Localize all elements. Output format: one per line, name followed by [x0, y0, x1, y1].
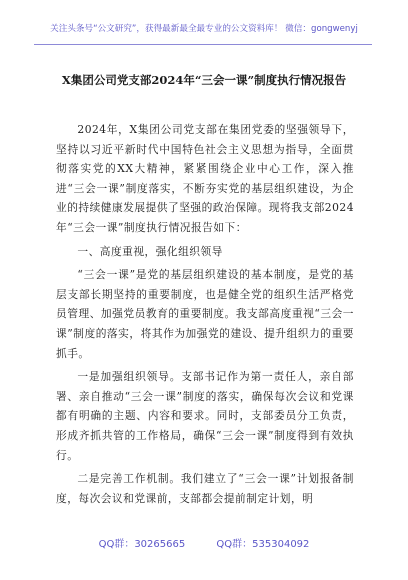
- body-paragraph: “三会一课”是党的基层组织建设的基本制度，是党的基层支部长期坚持的重要制度，也是健全党的组织生活严格党员管理、加强党员教育的重要制度。我支部高度重视“三会一课”制度的落实，将其作为加强党的建设、提升组织力的重要抓手。: [56, 268, 354, 360]
- document-body: [56, 120, 354, 512]
- body-paragraph: 二是完善工作机制。我们建立了“三会一课”计划报备制度，每次会议和党课前，支部都会提前制定计划，明: [56, 472, 354, 505]
- watermark-footer: [0, 535, 408, 550]
- footer-qq-group-1: QQ群：30265665: [98, 539, 186, 550]
- header-divider: [34, 44, 372, 45]
- intro-paragraph: 2024年，X集团公司党支部在集团党委的坚强领导下，坚持以习近平新时代中国特色社会主义思想为指导，全面贯彻落实党的XX大精神，紧紧围绕企业中心工作，深入推进“三会一课”制度落实，不断夯实党的基层组织建设，为企业的持续健康发展提供了坚强的政治保障。现将我支部2024年“三会一课”制度执行情况报告如下：: [56, 123, 354, 234]
- footer-qq-group-2: QQ群：535304092: [216, 539, 310, 550]
- body-paragraph: 一是加强组织领导。支部书记作为第一责任人，亲自部署、亲自推动“三会一课”制度的落实，确保每次会议和党课都有明确的主题、内容和要求。同时，支部委员分工负责，形成齐抓共管的工作格局，确保“三会一课”制度得到有效执行。: [56, 370, 354, 462]
- document-title: X集团公司党支部2024年“三会一课”制度执行情况报告: [61, 73, 347, 87]
- section-heading: 一、高度重视，强化组织领导: [77, 244, 223, 258]
- watermark-header: 关注头条号“公文研究”，获得最新最全最专业的公文资料库！ 微信：gongwenyj: [50, 24, 358, 34]
